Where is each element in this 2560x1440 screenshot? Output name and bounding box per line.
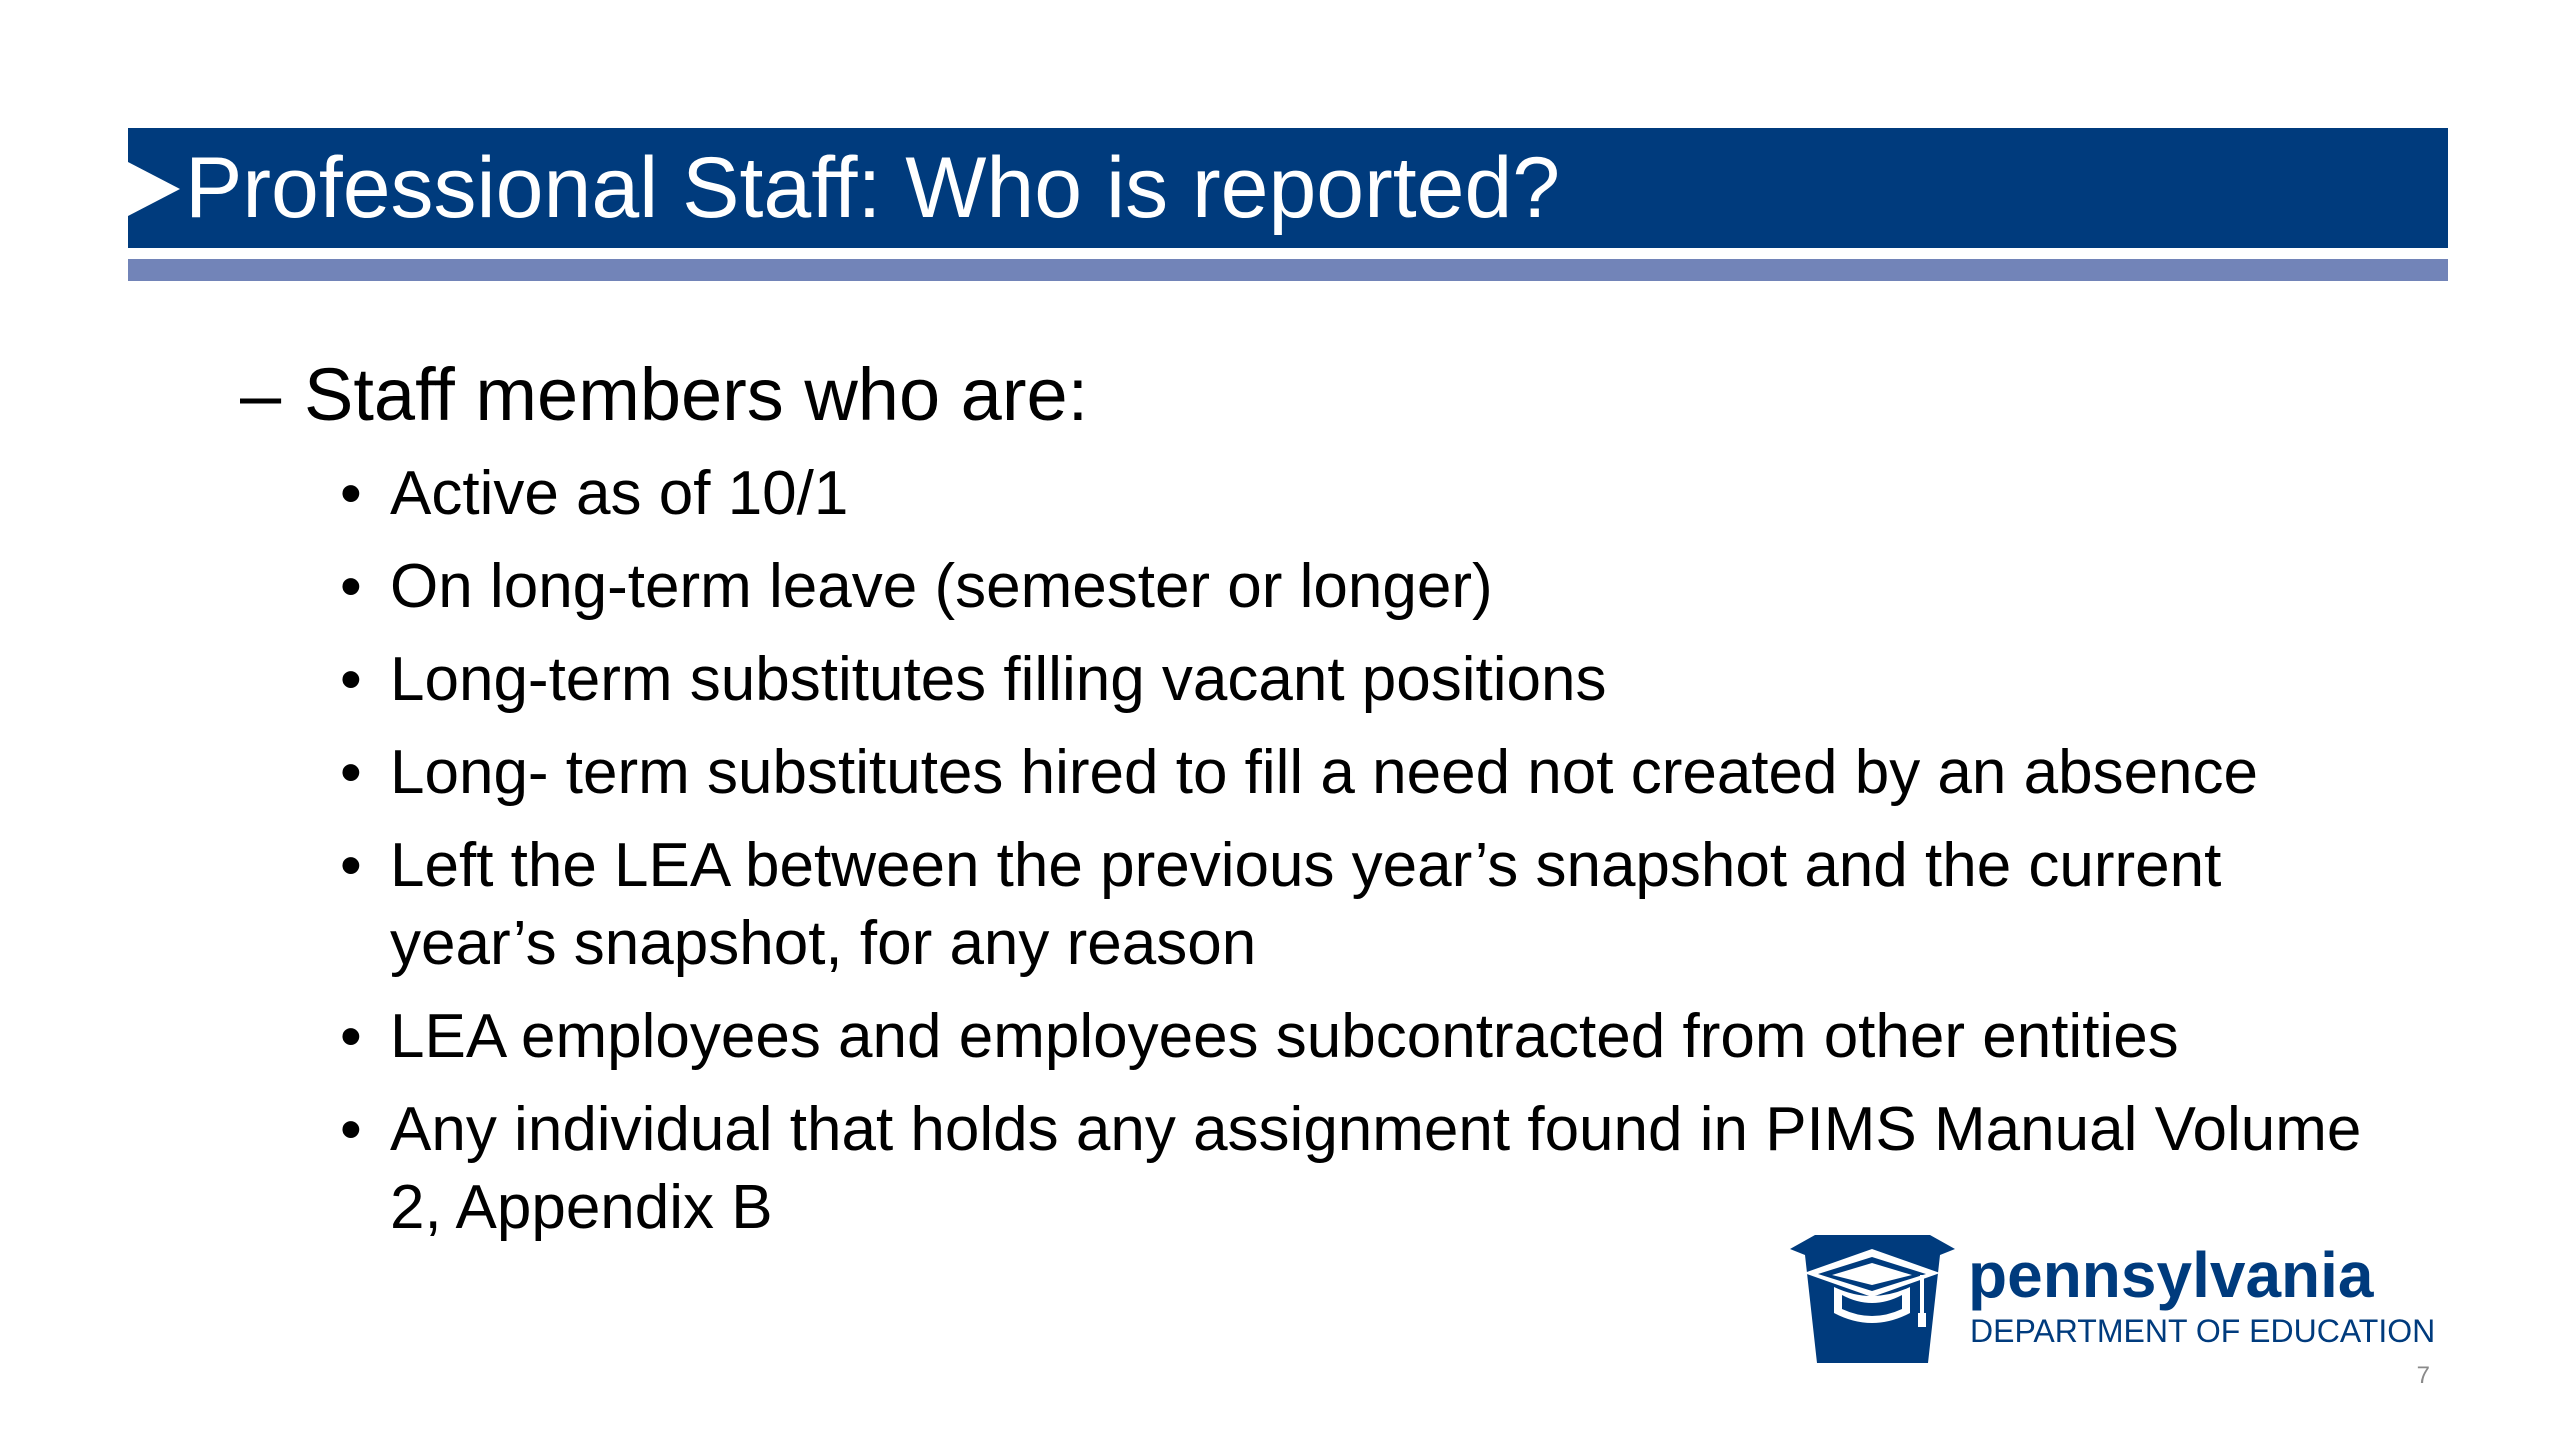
bullet-item (340, 641, 2400, 719)
bullet-item (340, 548, 2400, 626)
bullet-dot: • (340, 645, 362, 714)
bullet-item (340, 1091, 2400, 1247)
intro-line (240, 350, 1088, 440)
bullet-text: Any individual that holds any assignment found in PIMS Manual Volume 2, Appendix B (390, 1095, 2362, 1242)
bullet-dot: • (340, 831, 362, 900)
intro-text: Staff members who are: (304, 353, 1089, 436)
bullet-text: Active as of 10/1 (390, 459, 849, 528)
bullet-dot: • (340, 1095, 362, 1164)
title-accent-bar (128, 259, 2448, 281)
slide-title: Professional Staff: Who is reported? (185, 140, 1561, 236)
bullet-item (340, 734, 2400, 812)
intro-dash: – (240, 353, 282, 436)
bullet-dot: • (340, 459, 362, 528)
bullet-dot: • (340, 1002, 362, 1071)
bullet-item (340, 827, 2400, 983)
bullet-text: On long-term leave (semester or longer) (390, 552, 1493, 621)
bullet-item (340, 455, 2400, 533)
bullet-dot: • (340, 738, 362, 807)
bullet-list (340, 455, 2400, 1262)
bullet-text: Left the LEA between the previous year’s snapshot and the current year’s snapshot, for any reason (390, 831, 2222, 978)
page-number: 7 (2416, 1362, 2430, 1389)
keystone-graduation-cap-icon (1790, 1235, 1955, 1365)
logo-subtitle: DEPARTMENT OF EDUCATION (1970, 1313, 2436, 1349)
bullet-dot: • (340, 552, 362, 621)
bullet-item (340, 998, 2400, 1076)
bullet-text: LEA employees and employees subcontracted from other entities (390, 1002, 2179, 1071)
logo-wordmark: pennsylvania (1968, 1239, 2374, 1311)
pa-education-logo (1790, 1235, 2450, 1365)
bullet-text: Long-term substitutes filling vacant positions (390, 645, 1607, 714)
bullet-text: Long- term substitutes hired to fill a need not created by an absence (390, 738, 2259, 807)
title-arrow-icon (128, 162, 180, 216)
